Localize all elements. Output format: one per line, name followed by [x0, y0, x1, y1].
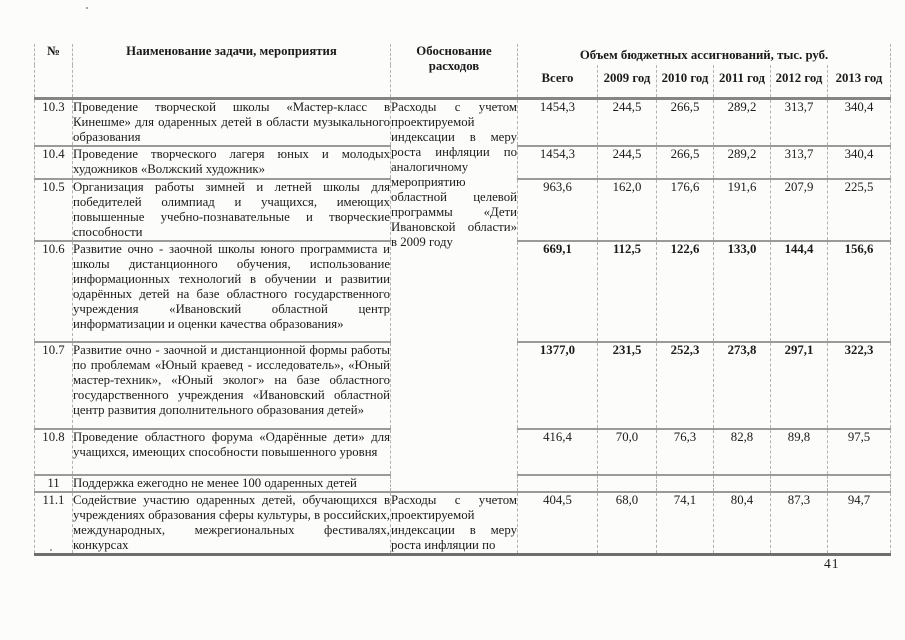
value-2012: 89,8: [771, 429, 828, 475]
value-2010: 176,6: [657, 179, 714, 241]
justification-cell: Расходы с учетом проектируемой индексации в меру роста инфляции по: [391, 492, 518, 555]
value-2012: [771, 475, 828, 492]
header-row-1: [35, 44, 891, 65]
task-description: Проведение творческой школы «Мастер-класс в Кинешме» для одаренных детей в области музыкального образования: [73, 100, 390, 144]
value-2011: 289,2: [714, 99, 771, 147]
value-2009: 162,0: [598, 179, 657, 241]
value-2011: 80,4: [714, 492, 771, 555]
value-2009: 68,0: [598, 492, 657, 555]
value-total: 669,1: [518, 241, 598, 342]
page-number: 41: [824, 556, 840, 571]
value-2013: 156,6: [828, 241, 891, 342]
task-description: Проведение областного форума «Одарённые дети» для учащихся, имеющих способности повышенного уровня: [73, 429, 391, 475]
value-total: 404,5: [518, 492, 598, 555]
value-2013: 94,7: [828, 492, 891, 555]
col-header-2011: 2011 год: [714, 65, 771, 99]
scan-speck: [86, 7, 88, 9]
row-number: 11: [35, 475, 73, 492]
row-number: 11.1: [35, 492, 73, 555]
value-2013: 225,5: [828, 179, 891, 241]
value-2011: 191,6: [714, 179, 771, 241]
task-description: Организация работы зимней и летней школы для победителей олимпиад и учащихся, имеющих повышенные учебно-познавательные и творческие способности: [73, 180, 390, 239]
value-2011: [714, 475, 771, 492]
table-row: [35, 99, 891, 147]
task-description: Проведение творческого лагеря юных и молодых художников «Волжский художник»: [73, 146, 391, 179]
justification-cell: Расходы с учетом проектируемой индексации в меру роста инфляции по аналогичному мероприятию областной целевой программы «Дети Ивановской области» в 2009 году: [391, 99, 518, 493]
row-number: 10.7: [35, 342, 73, 429]
value-2012: 297,1: [771, 342, 828, 429]
value-2009: 112,5: [598, 241, 657, 342]
value-2010: [657, 475, 714, 492]
value-2010: 266,5: [657, 146, 714, 179]
value-total: 1377,0: [518, 342, 598, 429]
budget-table: [34, 44, 891, 556]
task-description: Развитие очно - заочной и дистанционной формы работы по проблемам «Юный краевед - исследователь», «Юный мастер-техник», «Юный эколог» на базе областного государственного учреждения «Ивановский областной центр развития дополнительного образования детей»: [73, 342, 391, 429]
value-2011: 289,2: [714, 146, 771, 179]
value-2010: 74,1: [657, 492, 714, 555]
value-2009: 231,5: [598, 342, 657, 429]
value-2009: 70,0: [598, 429, 657, 475]
row-number: 10.5: [35, 179, 73, 241]
value-total: 416,4: [518, 429, 598, 475]
value-2010: 252,3: [657, 342, 714, 429]
col-header-total: Всего: [518, 65, 598, 99]
value-2013: 97,5: [828, 429, 891, 475]
value-2012: 207,9: [771, 179, 828, 241]
value-2011: 133,0: [714, 241, 771, 342]
col-header-budget-group: Объем бюджетных ассигнований, тыс. руб.: [518, 44, 891, 65]
value-2010: 122,6: [657, 241, 714, 342]
value-2010: 76,3: [657, 429, 714, 475]
col-header-2013: 2013 год: [828, 65, 891, 99]
task-description: Поддержка ежегодно не менее 100 одаренных детей: [73, 475, 391, 492]
value-2012: 144,4: [771, 241, 828, 342]
value-total: 963,6: [518, 179, 598, 241]
value-2009: 244,5: [598, 146, 657, 179]
value-2012: 313,7: [771, 99, 828, 147]
scan-speck: [50, 549, 52, 551]
value-2013: 340,4: [828, 146, 891, 179]
value-2009: [598, 475, 657, 492]
task-description: Развитие очно - заочной школы юного программиста и школы дистанционного обучения, использование информационных технологий в обучении и развитии одарённых детей на базе областного государственного учреждения «Ивановский областной центр информатизации и оценки качества образования»: [73, 241, 391, 342]
value-2013: 322,3: [828, 342, 891, 429]
row-number: 10.3: [35, 99, 73, 147]
value-2012: 87,3: [771, 492, 828, 555]
value-2013: [828, 475, 891, 492]
row-number: 10.8: [35, 429, 73, 475]
col-header-2009: 2009 год: [598, 65, 657, 99]
col-header-2010: 2010 год: [657, 65, 714, 99]
value-total: 1454,3: [518, 99, 598, 147]
value-2012: 313,7: [771, 146, 828, 179]
value-total: [518, 475, 598, 492]
value-total: 1454,3: [518, 146, 598, 179]
table-row: [35, 492, 891, 555]
col-header-2012: 2012 год: [771, 65, 828, 99]
col-header-task: Наименование задачи, мероприятия: [73, 44, 391, 99]
value-2010: 266,5: [657, 99, 714, 147]
value-2011: 273,8: [714, 342, 771, 429]
task-description: Содействие участию одаренных детей, обучающихся в учреждениях образования сферы культуры, в российских, международных, межрегиональных фестивалях, конкурсах: [73, 492, 391, 555]
value-2009: 244,5: [598, 99, 657, 147]
col-header-justification: Обоснование расходов: [391, 44, 518, 99]
row-number: 10.6: [35, 241, 73, 342]
value-2011: 82,8: [714, 429, 771, 475]
col-header-num: №: [35, 44, 73, 99]
value-2013: 340,4: [828, 99, 891, 147]
row-number: 10.4: [35, 146, 73, 179]
